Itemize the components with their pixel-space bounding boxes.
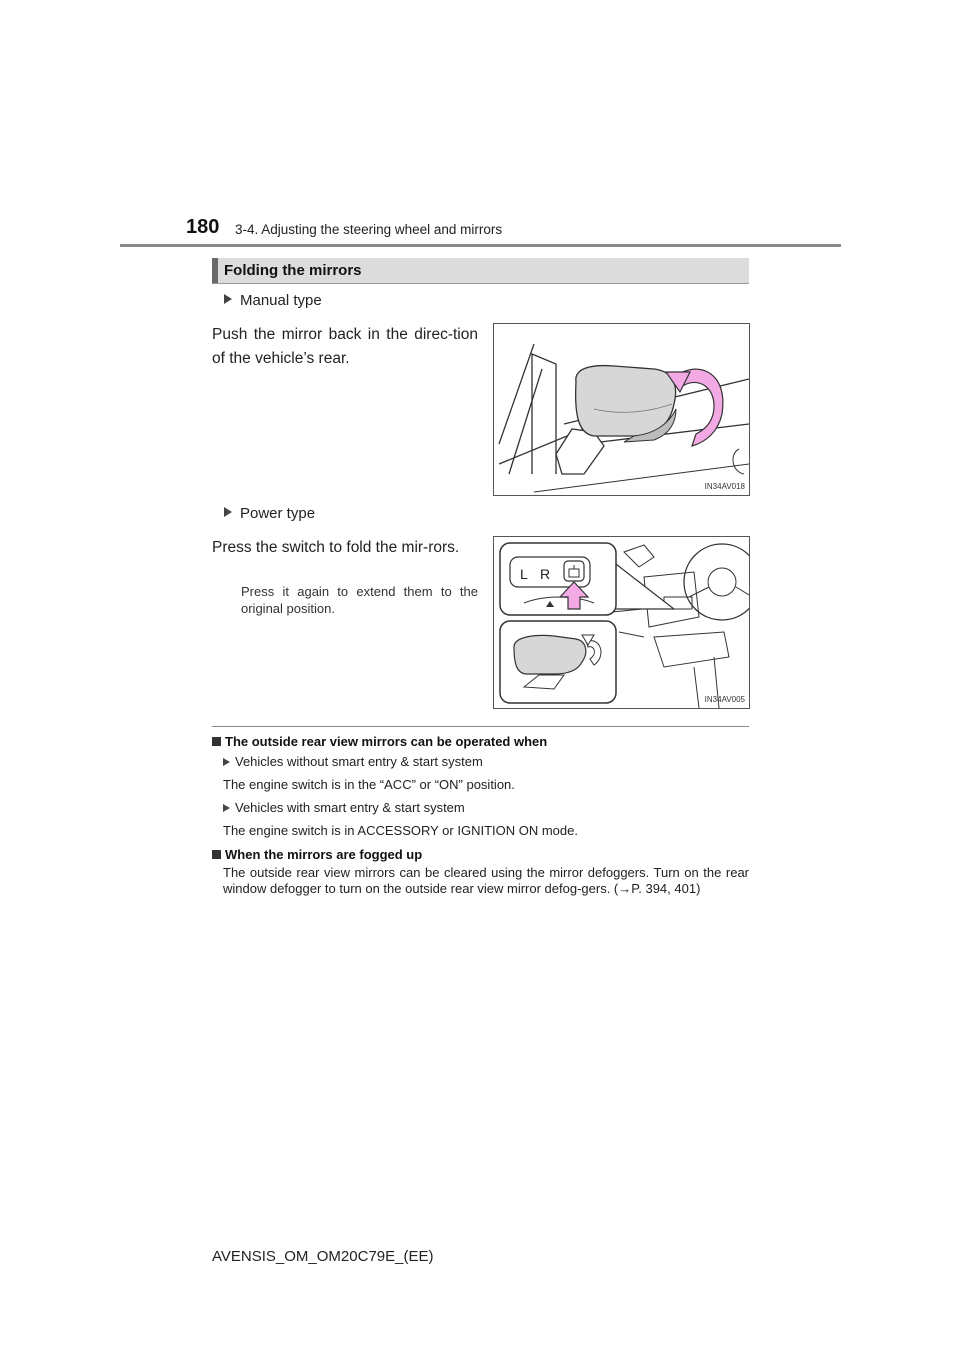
manual-mirror-figure [493, 323, 750, 496]
manual-mirror-illustration [494, 324, 749, 495]
note-item-label: Vehicles without smart entry & start system [212, 754, 749, 770]
manual-instruction: Push the mirror back in the direc-tion of the vehicle’s rear. [212, 326, 478, 367]
note-item-label: Vehicles with smart entry & start system [212, 800, 749, 816]
switch-label-left: L [520, 566, 528, 582]
power-switch-illustration [494, 537, 749, 708]
note-item-text: The engine switch is in ACCESSORY or IGNITION ON mode. [223, 823, 578, 838]
manual-type-label: Manual type [224, 292, 322, 309]
power-instruction: Press the switch to fold the mir-rors. [212, 539, 460, 556]
section-marker [212, 258, 218, 283]
bullet-triangle-icon [223, 804, 230, 812]
figure-code: IN34AV005 [704, 695, 745, 704]
page-number: 180 [186, 216, 220, 238]
note-heading-fogged: When the mirrors are fogged up [212, 847, 749, 862]
power-subnote: Press it again to extend them to the original position. [241, 584, 478, 616]
note-fogged-text: The outside rear view mirrors can be cleared using the mirror defoggers. Turn on the rear window defogger to turn on the outside rear view mirror defog-gers. (→P. 394, 401) [223, 865, 749, 896]
section-header [212, 258, 749, 284]
power-switch-figure [493, 536, 750, 709]
bullet-triangle-icon [223, 758, 230, 766]
bullet-triangle-icon [224, 294, 232, 304]
bullet-triangle-icon [224, 507, 232, 517]
header-divider [120, 244, 841, 247]
section-title: Folding the mirrors [224, 262, 362, 279]
power-type-label: Power type [224, 505, 315, 522]
notes-section [212, 734, 749, 897]
square-bullet-icon [212, 850, 221, 859]
square-bullet-icon [212, 737, 221, 746]
note-heading-operation: The outside rear view mirrors can be operated when [212, 734, 749, 749]
document-code: AVENSIS_OM_OM20C79E_(EE) [212, 1248, 434, 1265]
figure-code: IN34AV018 [704, 482, 745, 491]
notes-divider [212, 726, 749, 727]
chapter-title: 3-4. Adjusting the steering wheel and mirrors [235, 222, 503, 237]
switch-label-right: R [540, 566, 551, 582]
note-item-text: The engine switch is in the “ACC” or “ON” position. [223, 777, 515, 792]
